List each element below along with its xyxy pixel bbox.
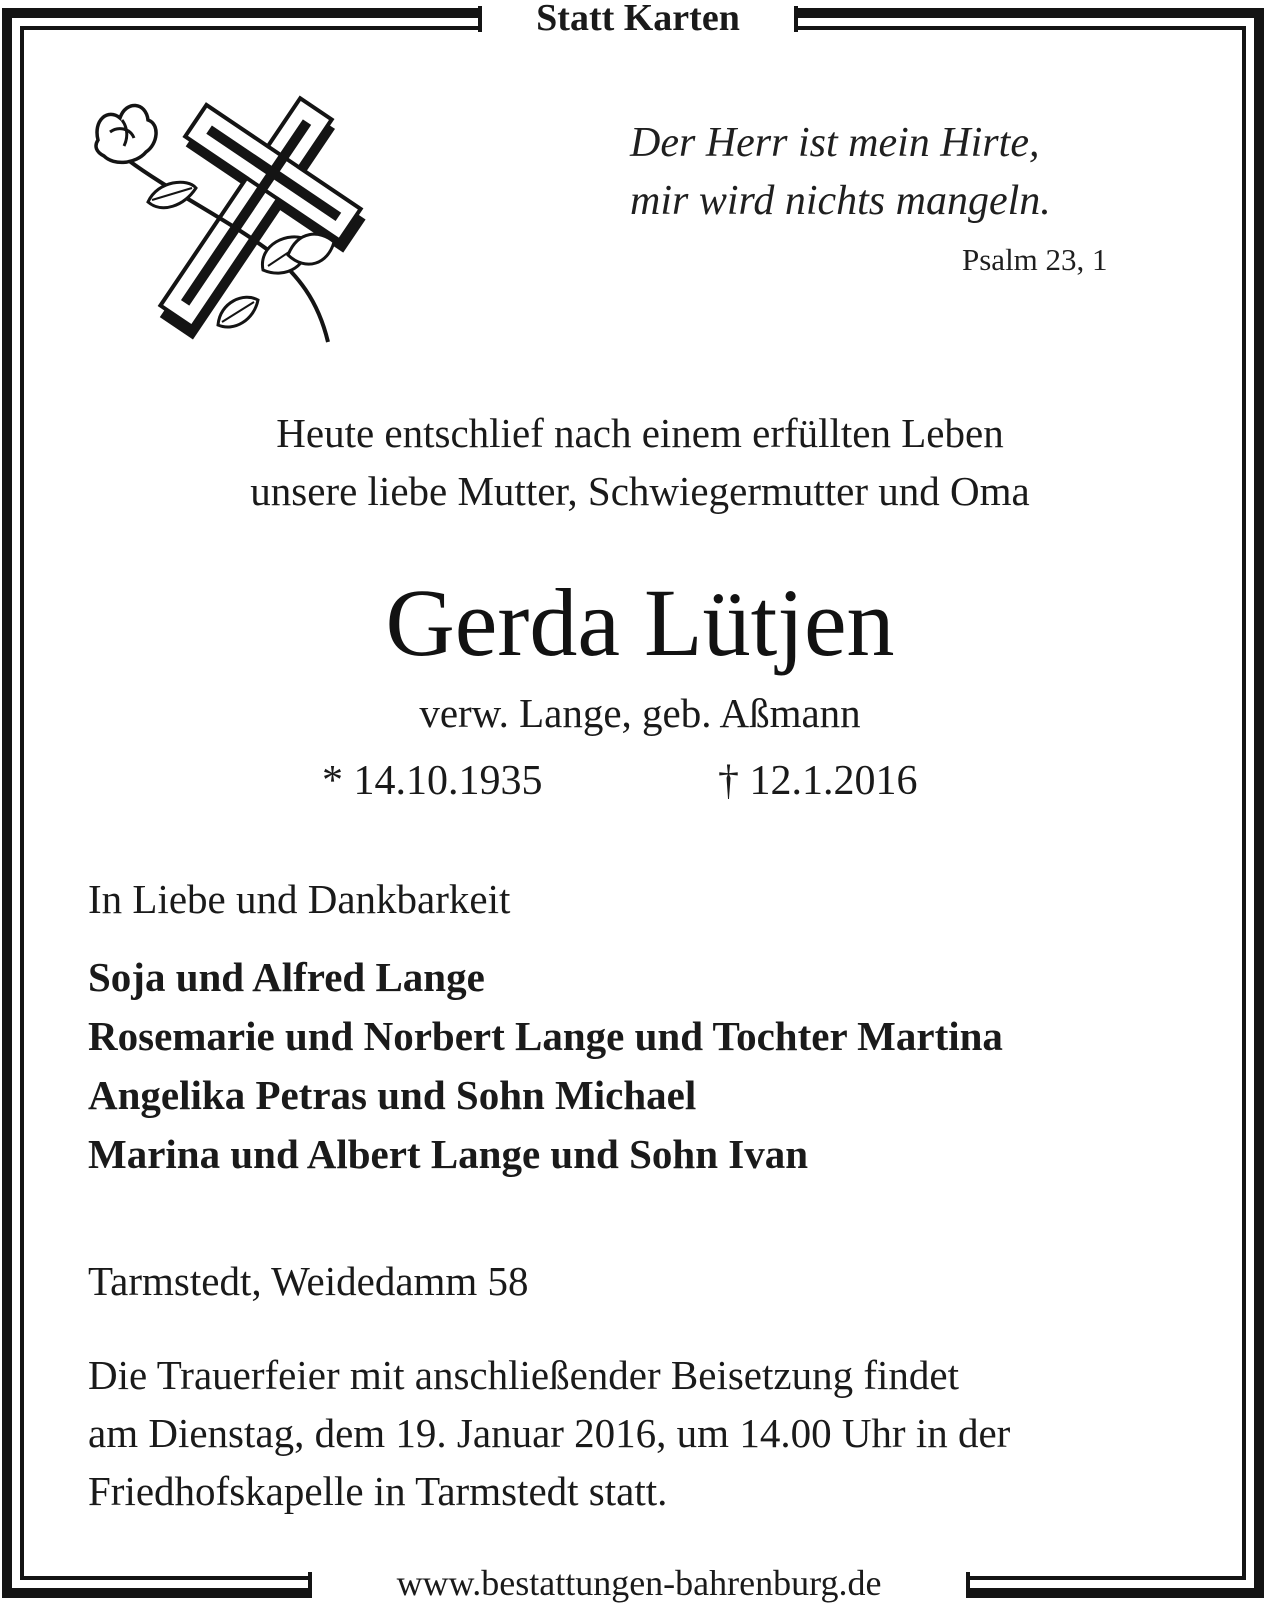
website-link[interactable]: www.bestattungen-bahrenburg.de (308, 1562, 970, 1607)
psalm-reference: Psalm 23, 1 (962, 242, 1108, 277)
mourner-name: Rosemarie und Norbert Lange und Tochter Martina (88, 1013, 1003, 1059)
announcement-line: unsere liebe Mutter, Schwiegermutter und Oma (250, 468, 1030, 514)
announcement-line: Heute entschlief nach einem erfüllten Leben (276, 410, 1004, 456)
ceremony-line: am Dienstag, dem 19. Januar 2016, um 14.00 Uhr in der (88, 1410, 1011, 1456)
quote-line: mir wird nichts mangeln. (630, 178, 1051, 224)
birth-date: * 14.10.1935 (322, 758, 543, 804)
announcement-text (40, 404, 1240, 520)
cross-with-rose-icon (88, 80, 398, 355)
family-address: Tarmstedt, Weidedamm 58 (88, 1258, 529, 1304)
psalm-quote (630, 114, 1150, 230)
quote-line: Der Herr ist mein Hirte, (630, 120, 1040, 166)
ceremony-line: Friedhofskapelle in Tarmstedt statt. (88, 1468, 668, 1514)
ceremony-details (88, 1346, 1208, 1520)
death-date: † 12.1.2016 (718, 758, 918, 804)
deceased-name: Gerda Lütjen (385, 569, 895, 676)
mourner-name: Soja und Alfred Lange (88, 954, 485, 1000)
deceased-names-note: verw. Lange, geb. Aßmann (419, 690, 861, 736)
mourner-name: Marina und Albert Lange und Sohn Ivan (88, 1131, 809, 1177)
ceremony-line: Die Trauerfeier mit anschließender Beisetzung findet (88, 1352, 959, 1398)
mourner-list (88, 948, 1208, 1184)
dedication-text: In Liebe und Dankbarkeit (88, 876, 511, 922)
header-label: Statt Karten (478, 0, 798, 40)
mourner-name: Angelika Petras und Sohn Michael (88, 1072, 697, 1118)
